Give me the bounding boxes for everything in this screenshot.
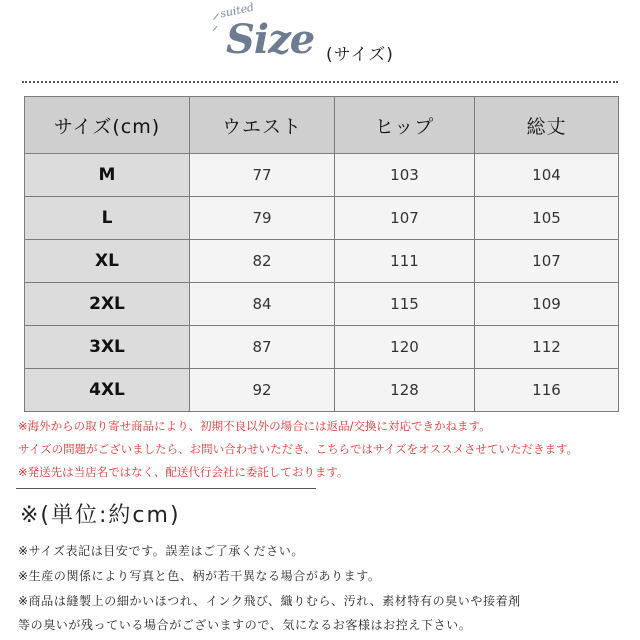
waist-cell: 87 <box>190 326 335 369</box>
header-hip: ヒップ <box>335 97 475 154</box>
unit-label: ※(単位:約cm) <box>20 503 181 528</box>
warning-note: ※発送先は当店名ではなく、配送代行会社に委託しております。 <box>18 465 349 479</box>
waist-cell: 79 <box>190 197 335 240</box>
waist-cell: 92 <box>190 369 335 412</box>
decorative-dash <box>213 26 218 31</box>
decorative-dash <box>213 13 219 20</box>
table-row <box>25 283 619 326</box>
table-row <box>25 154 619 197</box>
section-rule <box>16 488 316 489</box>
info-note: ※サイズ表記は目安です。誤差はご了承ください。 <box>18 544 304 558</box>
hip-cell: 107 <box>335 197 475 240</box>
size-cell: 4XL <box>25 369 190 412</box>
hip-cell: 115 <box>335 283 475 326</box>
waist-cell: 77 <box>190 154 335 197</box>
hip-cell: 128 <box>335 369 475 412</box>
dotted-divider <box>22 81 618 83</box>
table-header-row <box>25 97 619 154</box>
info-note: ※商品は縫製上の細かいほつれ、インク飛び、織りむら、汚れ、素材特有の臭いや接着剤 <box>18 594 521 608</box>
size-cell: M <box>25 154 190 197</box>
length-cell: 116 <box>475 369 619 412</box>
waist-cell: 82 <box>190 240 335 283</box>
table-row <box>25 369 619 412</box>
header-waist: ウエスト <box>190 97 335 154</box>
page-subtitle: (サイズ) <box>326 45 394 65</box>
hip-cell: 103 <box>335 154 475 197</box>
table-row <box>25 240 619 283</box>
table-row <box>25 197 619 240</box>
script-word: suited <box>219 0 256 21</box>
header-size: サイズ(cm) <box>25 97 190 154</box>
info-note: ※生産の関係により写真と色、柄が若干異なる場合があります。 <box>18 569 381 583</box>
table-row <box>25 326 619 369</box>
size-cell: 2XL <box>25 283 190 326</box>
length-cell: 104 <box>475 154 619 197</box>
length-cell: 107 <box>475 240 619 283</box>
size-cell: XL <box>25 240 190 283</box>
size-table <box>24 96 619 412</box>
warning-note: サイズの問題がございましたら、お問い合わせいただき、こちらではサイズをオススメさせていただきます。 <box>18 442 579 456</box>
warning-note: ※海外からの取り寄せ商品により、初期不良以外の場合には返品/交換に対応できかねます。 <box>18 419 491 433</box>
size-cell: L <box>25 197 190 240</box>
hip-cell: 120 <box>335 326 475 369</box>
length-cell: 109 <box>475 283 619 326</box>
header <box>0 0 640 80</box>
hip-cell: 111 <box>335 240 475 283</box>
length-cell: 105 <box>475 197 619 240</box>
size-cell: 3XL <box>25 326 190 369</box>
length-cell: 112 <box>475 326 619 369</box>
size-logo: Size <box>226 16 315 63</box>
header-length: 総丈 <box>475 97 619 154</box>
info-note: 等の臭いが残っている場合がございますので、気になるお客様はお控え下さい。 <box>18 618 472 632</box>
waist-cell: 84 <box>190 283 335 326</box>
